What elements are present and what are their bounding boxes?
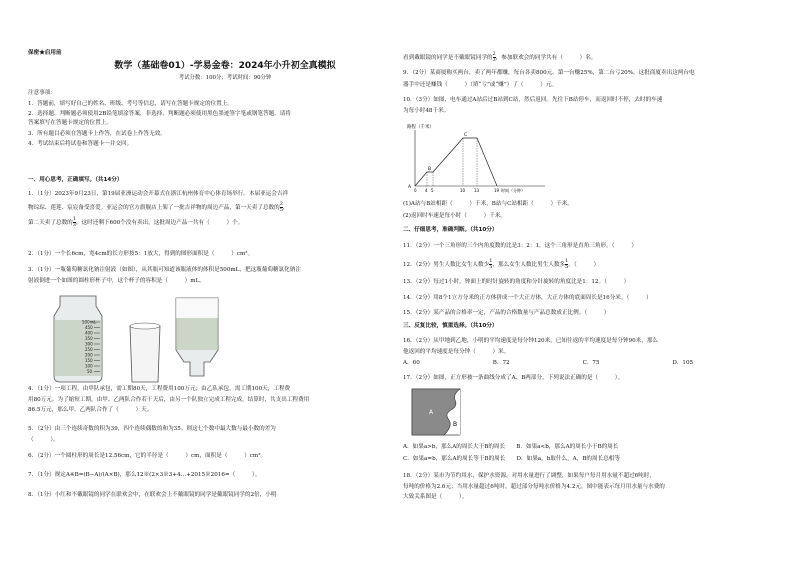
graph-xtick: 0 [414,188,417,193]
graph-line [415,138,497,186]
exam-meta: 考试分数：100分；考试时间：90分钟 [178,75,272,81]
question-11: 11．（2分）一个三角形的三个内角度数的比是3：2：1，这个三角形是直角三角形。（ ） [403,243,637,249]
section-1-title: 一、用心思考，正确填写。（共14分） [28,177,123,183]
region-a-label: A [429,409,434,416]
q1-text-d: ，这时还剩下600个没有卖出，这批周边产品一共有（ ）个。 [75,219,244,226]
q1-frac-d: 5 [279,206,283,213]
graph-xtick: 4 [425,188,428,193]
q1-text-b: 物琮琮、莲莲、宸宸备受喜爱。亚运会的官方旗舰店上架了一批吉祥物的周边产品，第一天卖了总数的 [28,204,280,211]
question-4 [28,385,390,415]
q1-text-c: 第二天卖了总数的 [28,219,73,226]
q16-options [403,359,765,368]
q18-line-b: 每吨的价格为2.6元；当用水量超过6吨时，超过部分每吨水价格为4.2元。图中能表示每月用水量与水费的 [403,483,665,490]
q1-frac [280,202,283,213]
graph-ylabel: 路程（千米） [407,125,434,130]
bottle-tick: 450 [85,325,93,330]
q10-line-a: 10．（3分）如图，电车通过A站后过B站到C站，然后返回。先往下B站停车，而返回时不停，去时的车速 [403,97,663,103]
q16-line-a: 16．（2分）从甲地到乙地，小明的平均速度是每分钟120米，已知往返的平均速度是每分钟90米，那么 [403,338,659,344]
q16-line-b: 他返回的平均速度是每分钟（ ）米。 [403,348,510,355]
q8-frac-n: 2 [492,51,496,57]
question-17-options [403,443,765,463]
bottle-tick: 350 [85,336,93,341]
question-2: 2．（1分）一个长6cm，宽4cm的长方形按5：1放大，得到的图形面积是（ ）cm²。 [28,251,254,257]
q16-option-b[interactable]: B．72 [492,360,510,367]
section-3-title: 三、反复比较，慎重选择。（共10分） [403,323,498,329]
q12-frac2-d: 5 [565,264,569,270]
exam-title: 数学（基础卷01）-学易金卷：2024年小升初全真模拟 [114,61,336,71]
q10-part-2: (2)返回时车速是每小时（ ）千米。 [403,212,507,219]
q17-options-ab[interactable]: A．如果a>b，那么A的周长大于B的周长 B．如果a<b，那么A的周长小于B的周长 [403,444,619,450]
question-18 [403,472,765,502]
bottle-tick: 400 [85,330,93,336]
question-10 [403,96,765,115]
q12-frac2-n: 1 [565,258,569,264]
note-item: 3．所有题目必须在答题卡上作答，在试卷上作答无效。 [28,130,166,137]
section-2-title: 二、仔细思考，准确判断。（共10分） [403,227,498,233]
q1-frac2-n: 1 [72,215,76,222]
graph-point-b: B [428,167,432,172]
q12-frac-d: 5 [489,264,493,270]
q1-line-b: 物琮琮、莲莲、宸宸备受喜爱。亚运会的官方旗舰店上架了一批吉祥物的周边产品，第一天卖了总数的 $\frac{2}{5}$ ， [28,200,289,213]
note-item: 答案填写在答题卡规定的位置上。 [28,119,112,126]
q12-frac-n: 1 [489,258,493,264]
graph-xtick: 5 [431,188,434,193]
cup-icon [130,326,160,382]
q8-text-b: ，参加联欢会的同学共有（ ）名。 [495,55,597,61]
bottle-tick: 250 [85,347,93,352]
note-item: 4．考试结束后将试卷和答题卡一并交回。 [28,141,133,148]
region-b-label: B [453,421,458,428]
bottle-tick: 100 [85,363,93,369]
graph-xlabel: 时间（分钟） [501,188,525,193]
curve-square-figure [411,388,463,438]
q5-line-a: 5．（2分）由三个连续奇数的积为39，四个连续偶数的和为35。则这七个数中最大数与最小数的差为 [28,426,276,432]
bottle-tick: 500mL [82,319,96,325]
graph-xtick: 19 [494,188,500,193]
q16-option-c[interactable]: C．75 [582,360,600,367]
q1-line-c [28,217,390,228]
question-15: 15．（2分）某产品的合格率一定，产品的合格数量与产品总数成正比例。（ ） [403,310,610,316]
question-7: 7．（1分）规定A※B=(B−A)/(A×B)，那么12※(2×3※3+4…+2015※2016=（ ）。 [28,472,261,478]
q1-line-a: 1．（1分）2023年9月23日，第19届亚洲运动会开幕式在浙江杭州体育中心体育场举行。本届亚运会吉祥 [28,191,289,197]
q3-line-a: 3．（1分）一瓶葡萄糖氯化钠注射液（如图），从其瓶可知道该瓶液体的体积是500mL，把这瓶葡萄糖氯化钠注 [28,267,301,273]
q10-part-1: (1)A站与B站相距（ ）千米，B站与C站相距（ ）千米。 [403,201,573,207]
q9-line-a: 9．（2分）某商厦购买两台，卖了两年都赚，每台各卖800元。第一台赚25%，第二台亏20%，这批商厦卖出这两台电 [403,70,695,76]
question-9 [403,69,765,89]
q18-line-c: 大致关系图是（ ）。 [403,494,468,501]
distance-time-graph [405,122,555,194]
question-1 [28,190,390,228]
notes [28,89,390,149]
question-6: 6．（2分）一个圆柱形的周长是12.56cm，它的半径是（ ）cm，面积是（ ）cm²。 [28,453,267,459]
notes-heading: 注意事项： [28,90,56,96]
bottle-tick: 300 [85,341,93,347]
question-5 [28,425,390,444]
question-17: 17．（2分）如图，正方形被一条曲线分成了A、B两部分，下列说法正确的是（ ）。 [403,375,624,381]
q8-text-a: 看到戴眼镜的同学是不戴眼镜同学的 [403,55,493,61]
q4-line-c: 86.5万元，那么甲、乙两队合作了（ ）天。 [28,407,153,414]
bottle-illustration [38,290,238,386]
q8-frac-d: 3 [492,57,496,63]
bottle-tick: 200 [85,352,93,358]
q4-line-a: 4．（1分）一项工程，由甲队承包，需工期80天，工程费用100万元；由乙队承包，需工期100天，工程费 [28,386,291,392]
graph-point-c: C [464,133,468,138]
q4-line-b: 用80万元。为了缩短工期，由甲、乙两队合作若干天后，由另一个队独立完成工程完成。结算时，共支出工程费用 [28,396,310,403]
graph-xtick: 13 [474,188,480,193]
question-14: 14．（2分）用8个1立方分米的正方体拼成一个大正方体，大正方体的底面周长是16分米。（ ） [403,295,652,301]
q16-option-a[interactable]: A．60 [403,360,420,367]
question-3 [28,266,390,285]
q12-text-b: ，那么女生人数比男生人数多 [492,262,566,268]
q1-frac2-d: 3 [72,221,76,228]
q5-line-b: （ ）。 [28,436,59,443]
graph-xtick: 10 [460,188,466,193]
q10-line-b: 为每小时48千米。 [403,107,450,114]
secret-label: 保密★启用前 [28,50,62,56]
q16-option-d[interactable]: D．105 [672,360,694,367]
q1-frac-n: 2 [279,200,283,207]
question-8: 8．（1分）小红和不戴眼镜的同学在联欢会中，在联欢会上不戴眼镜的同学是戴眼镜同学的2倍，小明 [28,492,277,498]
bottle-tick: 50 [87,369,93,374]
note-item: 1．答题前，填写好自己的姓名、班级、考号等信息，请写在答题卡规定的位置上。 [28,100,233,107]
question-8-cont [403,52,765,63]
q18-line-a: 18．（2分）某市为节约用水，保护水资源，对用水量进行了调整，如果每户每月用水量不超过6吨时， [403,473,655,479]
q3-line-b: 射液倒进一个如图的圆柱形杯子中，这个杯子的容积是（ ）mL。 [28,277,205,284]
q12-text-a: 12．（2分）男生人数比女生人数少 [403,262,490,268]
note-item: 2．选择题、判断题必须使用2B铅笔填涂答案，非选择、判断题必须使用黑色墨迹签字笔或钢笔答题，请将 [28,111,291,118]
question-10-parts [403,200,765,220]
graph-point-a: A [408,185,412,190]
question-16 [403,337,765,368]
bottle-tick: 150 [85,358,93,363]
q9-line-b: 器手中还是赚钱（ ）（填“亏”或“赚”）了（ ）元。 [403,81,558,88]
question-12 [403,259,765,270]
q17-options-cd[interactable]: C．如果a=b，那么A的周长等于B的周长 D．如果a，b取什么，A，B的周长总相等 [403,455,620,462]
q12-text-c: 。（ ） [568,262,600,268]
question-13: 13．（2分）每过1小时，钟面上的时针旋转的角度和分针旋转的角度比是1：12。（ ） [403,279,630,285]
